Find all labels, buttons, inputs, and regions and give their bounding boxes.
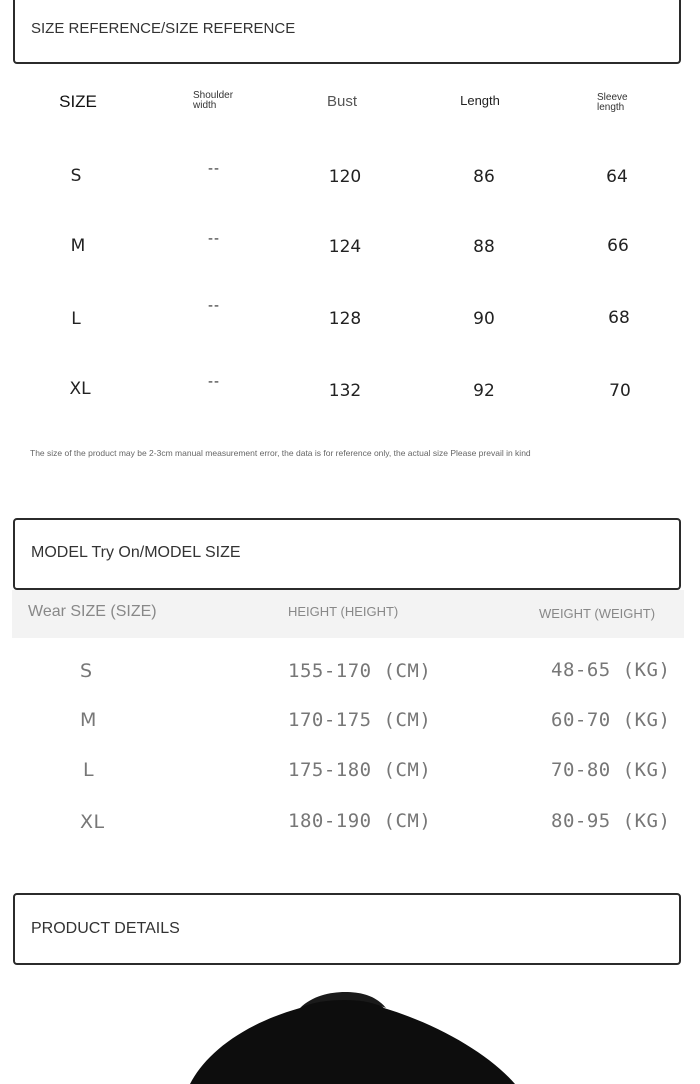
header-sleeve-line2: length	[597, 102, 625, 113]
row-length: 88	[473, 237, 495, 257]
model-row-weight: 70-80 (KG)	[551, 759, 671, 781]
header-shoulder-line1: Shoulder	[193, 90, 234, 101]
row-bust: 120	[328, 167, 362, 187]
header-size: SIZE	[59, 92, 97, 111]
row-shoulder: --	[208, 373, 220, 390]
row-shoulder: --	[208, 160, 220, 177]
header-sleeve-line1: Sleeve	[597, 92, 628, 103]
row-size: S	[70, 166, 82, 186]
model-row-height: 180-190 (CM)	[288, 810, 432, 832]
header-wear-size: Wear SIZE (SIZE)	[28, 603, 157, 620]
header-weight: WEIGHT (WEIGHT)	[539, 606, 656, 621]
header-sleeve-length	[597, 93, 628, 113]
row-sleeve: 70	[609, 381, 631, 401]
row-size: M	[70, 236, 86, 256]
row-bust: 124	[328, 237, 362, 257]
row-length: 90	[473, 309, 495, 329]
model-row-size: S	[80, 660, 93, 682]
measurement-note: The size of the product may be 2-3cm manual measurement error, the data is for reference only, the actual size Please prevail in kind	[30, 448, 531, 458]
model-row-size: XL	[80, 811, 105, 833]
product-details-title: PRODUCT DETAILS	[31, 920, 180, 937]
header-shoulder-width	[193, 91, 233, 111]
shirt-body	[190, 993, 515, 1084]
model-row-height: 170-175 (CM)	[288, 709, 432, 731]
header-height: HEIGHT (HEIGHT)	[288, 604, 399, 619]
row-shoulder: --	[208, 297, 220, 314]
model-row-height: 175-180 (CM)	[288, 759, 432, 781]
row-bust: 132	[328, 381, 362, 401]
product-details-header-box	[13, 893, 681, 965]
header-shoulder-line2: width	[193, 100, 217, 111]
model-row-size: L	[83, 759, 95, 781]
model-row-weight: 48-65 (KG)	[551, 659, 671, 681]
model-size-header-box	[13, 518, 681, 590]
model-row-height: 155-170 (CM)	[288, 660, 432, 682]
row-length: 92	[473, 381, 495, 401]
row-shoulder: --	[208, 230, 220, 247]
row-size: XL	[69, 379, 91, 399]
model-row-size: M	[80, 709, 97, 731]
model-row-weight: 80-95 (KG)	[551, 810, 671, 832]
row-length: 86	[473, 167, 495, 187]
header-length: Length	[460, 93, 500, 108]
size-reference-title: SIZE REFERENCE/SIZE REFERENCE	[31, 20, 296, 37]
row-sleeve: 64	[606, 167, 628, 187]
black-shirt-image	[0, 980, 700, 1084]
model-size-title: MODEL Try On/MODEL SIZE	[31, 544, 241, 561]
row-sleeve: 68	[608, 308, 630, 328]
row-sleeve: 66	[607, 236, 629, 256]
header-bust: Bust	[326, 93, 358, 110]
model-row-weight: 60-70 (KG)	[551, 709, 671, 731]
row-bust: 128	[328, 309, 362, 329]
size-reference-header-box	[13, 0, 681, 64]
row-size: L	[71, 309, 81, 329]
